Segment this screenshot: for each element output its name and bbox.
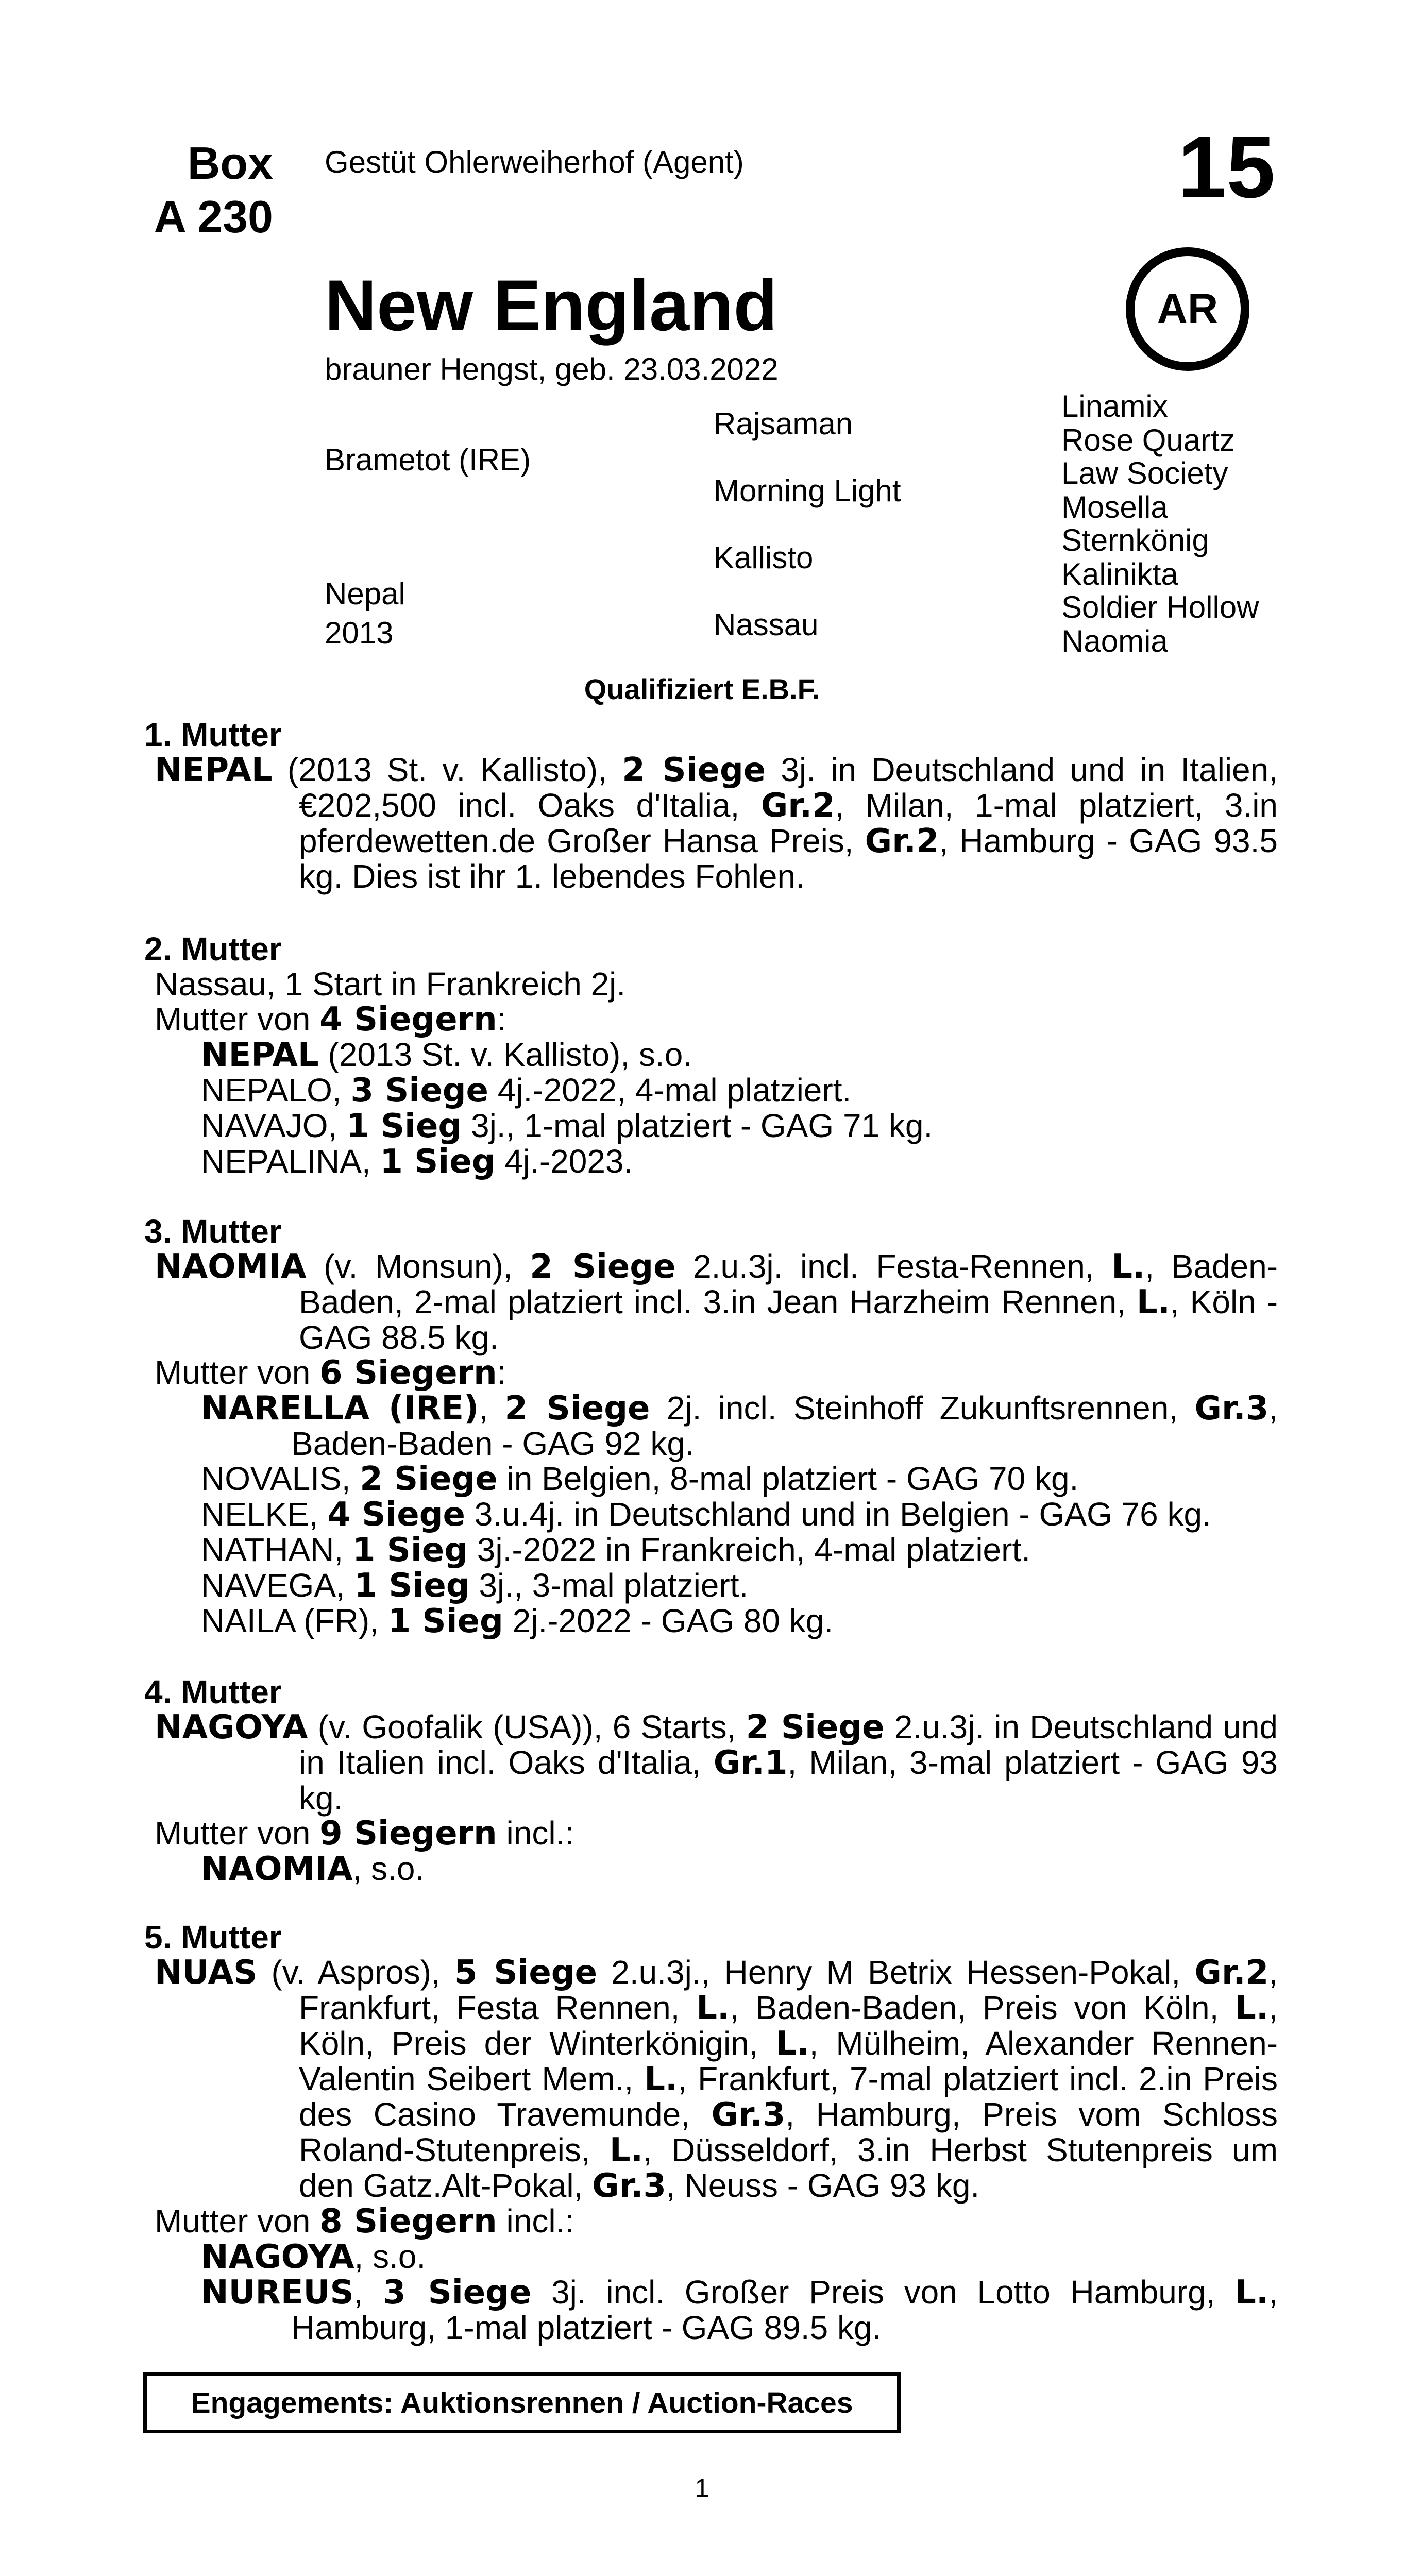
record-text: 4j.-2022, 4-mal platziert.: [488, 1072, 852, 1109]
lot-number: 15: [1177, 118, 1275, 216]
record-text: , Hamburg - GAG 93.5 kg. Dies ist ihr 1. lebendes Fohlen.: [299, 822, 1278, 895]
record-text: :: [497, 1354, 506, 1391]
horse-description: brauner Hengst, geb. 23.03.2022: [325, 352, 779, 386]
badge-label: AR: [1157, 285, 1219, 332]
section-heading: 5. Mutter: [144, 1919, 282, 1956]
wins: 2 Siege: [504, 1389, 650, 1428]
record-text: ,: [353, 2274, 383, 2311]
pedigree-great-grandparent: Rose Quartz: [1061, 423, 1235, 457]
section-heading: 1. Mutter: [144, 716, 282, 753]
pedigree-great-grandparent: Naomia: [1061, 624, 1168, 658]
offspring-name: NEPALINA,: [201, 1143, 380, 1180]
horse-name: New England: [325, 265, 777, 346]
pedigree-grandparent: Rajsaman: [714, 406, 853, 441]
record-text: , Köln - GAG 88.5 kg.: [299, 1283, 1278, 1356]
offspring-row: [144, 1037, 1278, 1073]
record-text: 3.u.4j. in Deutschland und in Belgien - GAG 76 kg.: [465, 1496, 1211, 1533]
pedigree-great-grandparent: Linamix: [1061, 389, 1168, 423]
record-text: , Köln, Preis der Winterkönigin,: [299, 1989, 1278, 2062]
section-mutter-1: [144, 717, 1278, 894]
group-grade: Gr.2: [1194, 1954, 1269, 1992]
wins: 2 Siege: [622, 751, 766, 789]
record-text: , Frankfurt, 7-mal platziert incl. 2.in Preis des Casino Travemunde,: [299, 2060, 1278, 2133]
record-text: , Hamburg, 1-mal platziert - GAG 89.5 kg.: [291, 2274, 1278, 2346]
wins: 1 Sieg: [387, 1602, 503, 1640]
pedigree-great-grandparent: Kalinikta: [1061, 557, 1178, 591]
record-text: , Hamburg, Preis vom Schloss Roland-Stutenpreis,: [299, 2096, 1278, 2168]
section-mutter-4: [144, 1674, 1278, 1887]
winners-count: 9 Siegern: [319, 1815, 497, 1853]
offspring-name: NEPAL: [201, 1036, 319, 1074]
record-text: 3j., 3-mal platziert.: [469, 1567, 749, 1604]
offspring-row: [144, 1461, 1278, 1497]
offspring-name: NELKE,: [201, 1496, 328, 1533]
offspring-row: [144, 1108, 1278, 1144]
wins: 1 Sieg: [346, 1107, 462, 1145]
pedigree-great-grandparent: Soldier Hollow: [1061, 590, 1259, 624]
page-number: 1: [695, 2473, 709, 2502]
offspring-row: [144, 2275, 1278, 2345]
listed-grade: L.: [696, 1989, 730, 2027]
wins: 2 Siege: [530, 1248, 676, 1286]
record-text: , Milan, 1-mal platziert, 3.in pferdewetten.de Großer Hansa Preis,: [299, 787, 1278, 859]
winners-count: 6 Siegern: [319, 1354, 497, 1392]
pedigree-grandparent: Nassau: [714, 607, 819, 642]
section-mutter-3: [144, 1214, 1278, 1639]
listed-grade: L.: [775, 2025, 809, 2063]
wins: 1 Sieg: [352, 1531, 468, 1569]
pedigree-sire: Brametot (IRE): [325, 443, 531, 477]
offspring-name: NAOMIA: [201, 1850, 353, 1888]
offspring-name: NAILA (FR),: [201, 1602, 388, 1639]
record-text: 2.u.3j. incl. Festa-Rennen,: [675, 1248, 1112, 1285]
offspring-row: [144, 1144, 1278, 1179]
winners-line: [144, 1355, 1278, 1391]
offspring-row: [144, 1391, 1278, 1461]
record-text: 3j., 1-mal platziert - GAG 71 kg.: [462, 1107, 933, 1144]
pedigree-great-grandparent: Sternkönig: [1061, 523, 1209, 557]
offspring-name: NEPALO,: [201, 1072, 351, 1109]
pedigree-grandparent: Morning Light: [714, 473, 901, 508]
wins: 2 Siege: [746, 1708, 885, 1747]
listed-grade: L.: [609, 2131, 643, 2170]
group-grade: Gr.3: [1194, 1389, 1269, 1428]
box-label: Box: [187, 138, 273, 189]
record-text: , s.o.: [352, 1850, 425, 1887]
offspring-row: [144, 1532, 1278, 1568]
group-grade: Gr.3: [711, 2096, 786, 2134]
offspring-name: NAVAJO,: [201, 1107, 347, 1144]
section-heading: 3. Mutter: [144, 1213, 282, 1250]
record-text: in Belgien, 8-mal platziert - GAG 70 kg.: [497, 1460, 1079, 1497]
pedigree-grandparent: Kallisto: [714, 540, 814, 575]
offspring-name: NAVEGA,: [201, 1567, 354, 1604]
record-text: 2.u.3j., Henry M Betrix Hessen-Pokal,: [597, 1954, 1195, 1991]
wins: 1 Sieg: [354, 1567, 470, 1605]
dam-name: NAGOYA: [155, 1708, 308, 1747]
record-text: 3j.-2022 in Frankreich, 4-mal platziert.: [468, 1531, 1030, 1568]
offspring-name: NAGOYA: [201, 2238, 354, 2276]
record-text: ,: [479, 1389, 505, 1427]
listed-grade: L.: [1235, 2274, 1269, 2312]
record-text: , Neuss - GAG 93 kg.: [666, 2167, 980, 2204]
record-text: , Frankfurt, Festa Rennen,: [299, 1954, 1278, 2026]
winners-count: 8 Siegern: [319, 2202, 497, 2241]
section-heading: 2. Mutter: [144, 930, 282, 968]
record-text: 4j.-2023.: [495, 1143, 633, 1180]
record-text: Mutter von: [155, 1815, 320, 1852]
wins: 1 Sieg: [380, 1143, 496, 1181]
record-text: (v. Aspros),: [257, 1954, 455, 1991]
record-text: 3j. incl. Großer Preis von Lotto Hamburg,: [531, 2274, 1236, 2311]
record-text: , Milan, 3-mal platziert - GAG 93 kg.: [299, 1744, 1278, 1817]
dam-name: NEPAL: [155, 751, 273, 789]
dam-name: NAOMIA: [155, 1248, 307, 1286]
offspring-row: [144, 1568, 1278, 1603]
seller: Gestüt Ohlerweiherhof (Agent): [325, 145, 744, 179]
offspring-name: NOVALIS,: [201, 1460, 360, 1497]
group-grade: Gr.1: [713, 1744, 788, 1782]
dam-record: [144, 1955, 1278, 2204]
record-text: (v. Monsun),: [306, 1248, 530, 1285]
winners-count: 4 Siegern: [319, 1001, 497, 1039]
box-code: A 230: [154, 191, 273, 242]
group-grade: Gr.2: [865, 822, 939, 860]
offspring-row: [144, 1851, 1278, 1887]
wins: 3 Siege: [350, 1072, 488, 1110]
record-text: incl.:: [497, 2202, 574, 2240]
offspring-name: NARELLA (IRE): [201, 1389, 479, 1428]
group-grade: Gr.3: [592, 2167, 666, 2205]
record-text: , Baden-Baden - GAG 92 kg.: [291, 1389, 1278, 1462]
offspring-row: [144, 1497, 1278, 1532]
engagements-label: Engagements: Auktionsrennen / Auction-Races: [191, 2386, 853, 2419]
record-text: (2013 St. v. Kallisto),: [272, 751, 622, 788]
record-text: Mutter von: [155, 1354, 320, 1391]
record-text: :: [497, 1001, 506, 1038]
qualification: Qualifiziert E.B.F.: [584, 673, 820, 705]
record-text: 2j. incl. Steinhoff Zukunftsrennen,: [650, 1389, 1195, 1427]
winners-line: [144, 2204, 1278, 2239]
box-number: [129, 137, 273, 244]
record-text: 2.u.3j. in Deutschland und in Italien incl. Oaks d'Italia,: [299, 1708, 1278, 1781]
offspring-row: [144, 2239, 1278, 2275]
pedigree-dam-year: 2013: [325, 616, 394, 650]
dam-record: Nassau, 1 Start in Frankreich 2j.: [155, 965, 626, 1003]
offspring-row: [144, 1073, 1278, 1108]
listed-grade: L.: [1111, 1248, 1145, 1286]
record-text: Mutter von: [155, 1001, 320, 1038]
dam-record: [144, 1249, 1278, 1355]
record-text: 2j.-2022 - GAG 80 kg.: [503, 1602, 834, 1639]
record-text: (2013 St. v. Kallisto), s.o.: [318, 1036, 692, 1073]
pedigree-dam: Nepal: [325, 577, 405, 611]
pedigree-great-grandparent: Mosella: [1061, 490, 1168, 524]
wins: 3 Siege: [383, 2274, 532, 2312]
group-grade: Gr.2: [760, 787, 835, 825]
record-text: incl.:: [497, 1815, 574, 1852]
dam-name: NUAS: [155, 1954, 258, 1992]
winners-line: [144, 1816, 1278, 1851]
engagements-box: [143, 2372, 901, 2433]
wins: 5 Siege: [454, 1954, 597, 1992]
record-text: 3j. in Deutschland und in Italien, €202,500 incl. Oaks d'Italia,: [299, 751, 1278, 824]
record-text: (v. Goofalik (USA)), 6 Starts,: [308, 1708, 746, 1745]
offspring-name: NATHAN,: [201, 1531, 352, 1568]
record-text: , Baden-Baden, 2-mal platziert incl. 3.in Jean Harzheim Rennen,: [299, 1248, 1278, 1320]
winners-line: [144, 1002, 1278, 1037]
offspring-name: NUREUS: [201, 2274, 354, 2312]
offspring-row: [144, 1603, 1278, 1639]
wins: 4 Siege: [327, 1496, 465, 1534]
pedigree-great-grandparent: Law Society: [1061, 456, 1228, 490]
record-text: , Baden-Baden, Preis von Köln,: [730, 1989, 1236, 2026]
ar-badge: [1126, 247, 1249, 371]
section-mutter-2: [144, 931, 1278, 1179]
record-text: , Mülheim, Alexander Rennen-Valentin Seibert Mem.,: [299, 2025, 1278, 2097]
section-heading: 4. Mutter: [144, 1673, 282, 1710]
wins: 2 Siege: [360, 1460, 498, 1498]
record-text: , Düsseldorf, 3.in Herbst Stutenpreis um den Gatz.Alt-Pokal,: [299, 2131, 1278, 2204]
listed-grade: L.: [644, 2060, 678, 2098]
listed-grade: L.: [1235, 1989, 1269, 2027]
record-text: , s.o.: [354, 2238, 426, 2275]
dam-record: [144, 1709, 1278, 1816]
dam-record: [144, 752, 1278, 894]
record-text: Mutter von: [155, 2202, 320, 2240]
section-mutter-5: [144, 1920, 1278, 2345]
listed-grade: L.: [1136, 1283, 1170, 1321]
